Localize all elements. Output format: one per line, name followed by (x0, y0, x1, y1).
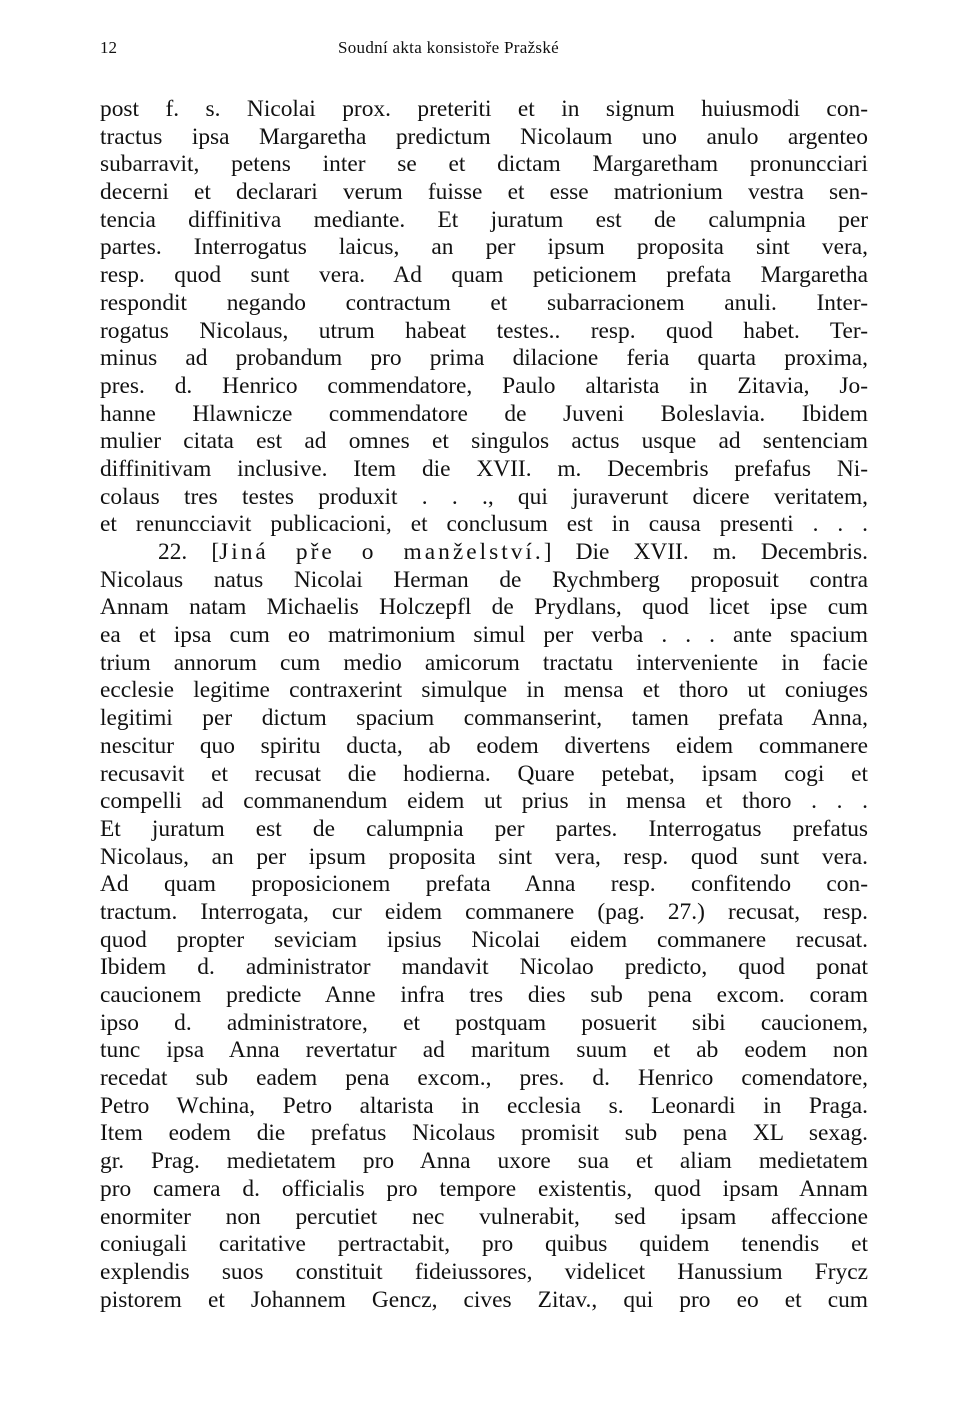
text-line: Annam natam Michaelis Holczepfl de Prydlans, quod licet ipse cum (100, 594, 868, 621)
text-line: Et juratum est de calumpnia per partes. Interrogatus prefatus (100, 815, 868, 842)
text-line: pres. d. Henrico commendatore, Paulo altarista in Zitavia, Jo- (100, 372, 868, 399)
text-line: resp. quod sunt vera. Ad quam peticionem prefata Margaretha (100, 262, 868, 289)
text-line: minus ad probandum pro prima dilacione feria quarta proxima, (100, 345, 868, 372)
text-line: Petro Wchina, Petro altarista in ecclesia s. Leonardi in Praga. (100, 1092, 868, 1119)
text-line: caucionem predicte Anne infra tres dies sub pena excom. coram (100, 982, 868, 1008)
bracket-open: [ (211, 539, 220, 565)
text-line: pistorem et Johannem Gencz, cives Zitav., qui pro eo et cum (100, 1286, 868, 1313)
section-heading-line (100, 539, 868, 567)
text-line: rogatus Nicolaus, utrum habeat testes.. resp. quod habet. Ter- (100, 317, 868, 344)
section-number: 22. (158, 539, 188, 565)
text-line: Nicolaus natus Nicolai Herman de Rychmberg proposuit contra (100, 566, 868, 593)
text-line: mulier citata est ad omnes et singulos actus usque ad sentenciam (100, 428, 868, 455)
text-line: recusavit et recusat die hodierna. Quare petebat, ipsam cogi et (100, 760, 868, 787)
text-line: explendis suos constituit fideiussores, videlicet Hanussium Frycz (100, 1258, 868, 1285)
text-line: Item eodem die prefatus Nicolaus promisit sub pena XL sexag. (100, 1120, 868, 1147)
text-line: Ad quam proposicionem prefata Anna resp. confitendo con- (100, 871, 868, 898)
document-page (100, 0, 868, 1424)
text-line: tractum. Interrogata, cur eidem commanere (pag. 27.) recusat, resp. (100, 898, 868, 925)
page-number: 12 (100, 38, 117, 57)
text-line: tractus ipsa Margaretha predictum Nicolaum uno anulo argenteo (100, 123, 868, 150)
text-line: tencia diffinitiva mediante. Et juratum est de calumpnia per (100, 206, 868, 233)
text-line: decerni et declarari verum fuisse et esse matrionium vestra sen- (100, 179, 868, 206)
section-heading: Jiná pře o manželství. (219, 539, 544, 565)
text-line: compelli ad commanendum eidem ut prius in mensa et thoro . . . (100, 788, 868, 815)
text-line: partes. Interrogatus laicus, an per ipsum proposita sint vera, (100, 234, 868, 261)
running-header (100, 38, 868, 62)
text-line: nescitur quo spiritu ducta, ab eodem divertens eidem commanere (100, 732, 868, 759)
text-line: ecclesie legitime contraxerint simulque in mensa et thoro ut coniuges (100, 677, 868, 704)
text-line: legitimi per dictum spacium commanserint, tamen prefata Anna, (100, 705, 868, 732)
text-line: quod propter seviciam ipsius Nicolai eidem commanere recusat. (100, 926, 868, 953)
text-line: recedat sub eadem pena excom., pres. d. Henrico comendatore, (100, 1065, 868, 1092)
text-line: respondit negando contractum et subarracionem anuli. Inter- (100, 289, 868, 316)
text-line: ea et ipsa cum eo matrimonium simul per verba . . . ante spacium (100, 622, 868, 649)
text-line: ipso d. administratore, et postquam posuerit sibi caucionem, (100, 1009, 868, 1036)
text-line: enormiter non percutiet nec vulnerabit, sed ipsam affeccione (100, 1203, 868, 1230)
text-line: trium annorum cum medio amicorum tractatu interveniente in facie (100, 649, 868, 676)
text-line: tunc ipsa Anna revertatur ad maritum suum et ab eodem non (100, 1037, 868, 1064)
text-line: Nicolaus, an per ipsum proposita sint vera, resp. quod sunt vera. (100, 843, 868, 870)
text-line: gr. Prag. medietatem pro Anna uxore sua et aliam medietatem (100, 1148, 868, 1175)
text-line: hanne Hlawnicze commendatore de Juveni Boleslavia. Ibidem (100, 400, 868, 427)
body-text (100, 96, 868, 1314)
text-line: et renuncciavit publicacioni, et conclusum est in causa presenti . . . (100, 511, 868, 538)
text-line: diffinitivam inclusive. Item die XVII. m. Decembris prefafus Ni- (100, 455, 868, 482)
text-line: subarravit, petens inter se et dictam Margaretham pronuncciari (100, 151, 868, 178)
running-title: Soudní akta konsistoře Pražské (338, 38, 559, 57)
text-line: Ibidem d. administrator mandavit Nicolao predicto, quod ponat (100, 954, 868, 981)
bracket-close: ] (543, 539, 552, 565)
text-line: post f. s. Nicolai prox. preteriti et in signum huiusmodi con- (100, 96, 868, 122)
text-line: pro camera d. officialis pro tempore existentis, quod ipsam Annam (100, 1175, 868, 1202)
text-line: coniugali caritative pertractabit, pro quibus quidem tenendis et (100, 1231, 868, 1258)
section-date: Die XVII. m. Decembris. (575, 539, 868, 565)
text-line: colaus tres testes produxit . . ., qui juraverunt dicere veritatem, (100, 483, 868, 510)
